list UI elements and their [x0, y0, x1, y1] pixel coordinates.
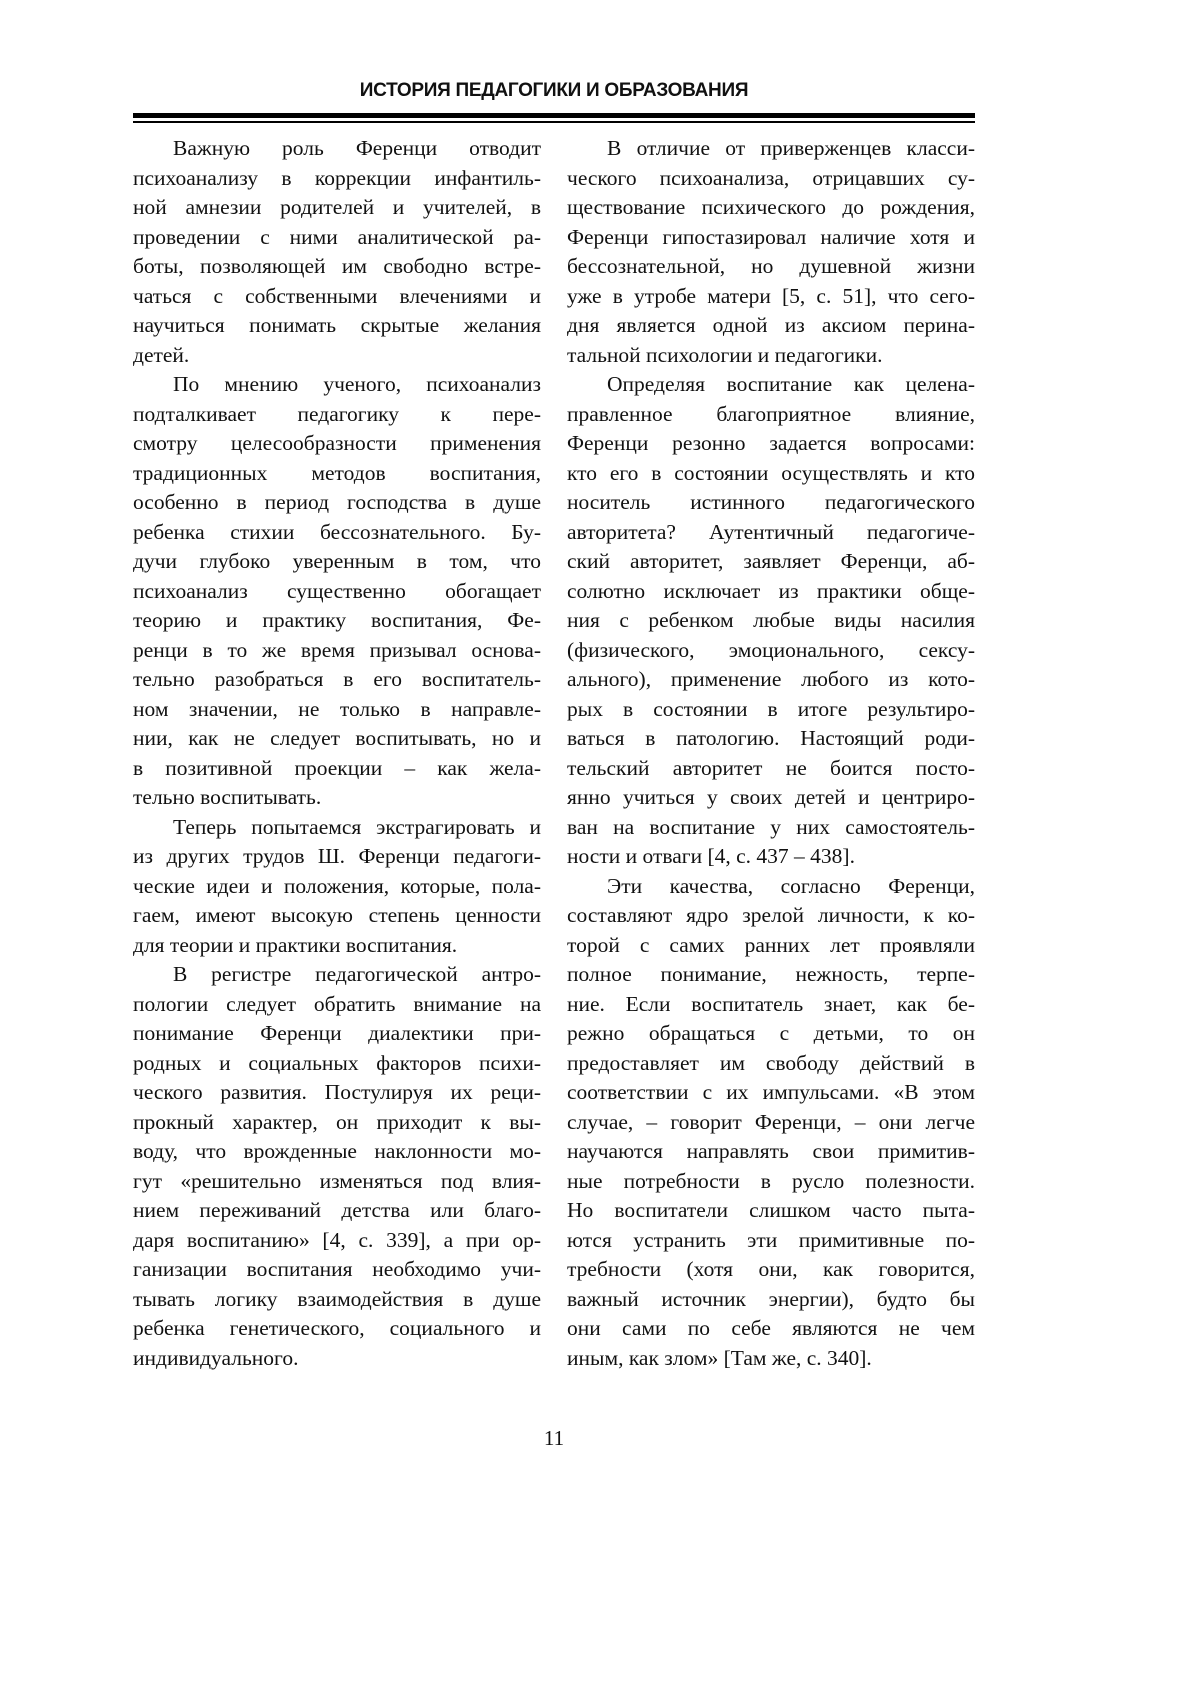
text-line: научиться понимать скрытые желания	[133, 311, 541, 341]
text-line: режно обращаться с детьми, то он	[567, 1019, 975, 1049]
text-line: тельно воспитывать.	[133, 783, 541, 813]
text-line: ществование психического до рождения,	[567, 193, 975, 223]
paragraph	[567, 370, 975, 872]
text-line: Теперь попытаемся экстрагировать и	[133, 813, 541, 843]
text-line: тывать логику взаимодействия в душе	[133, 1285, 541, 1315]
text-line: дучи глубоко уверенным в том, что	[133, 547, 541, 577]
text-line: традиционных методов воспитания,	[133, 459, 541, 489]
text-line: тельно разобраться в его воспитатель-	[133, 665, 541, 695]
text-line: торой с самих ранних лет проявляли	[567, 931, 975, 961]
text-line: В регистре педагогической антро-	[133, 960, 541, 990]
text-line: они сами по себе являются не чем	[567, 1314, 975, 1344]
text-line: детей.	[133, 341, 541, 371]
text-line: понимание Ференци диалектики при-	[133, 1019, 541, 1049]
text-line: бессознательной, но душевной жизни	[567, 252, 975, 282]
text-line: Определяя воспитание как целена-	[567, 370, 975, 400]
text-line: проведении с ними аналитической ра-	[133, 223, 541, 253]
text-line: солютно исключает из практики обще-	[567, 577, 975, 607]
header-rule-thin	[133, 121, 975, 123]
left-column	[133, 134, 541, 1373]
text-line: носитель истинного педагогического	[567, 488, 975, 518]
text-line: ном значении, не только в направле-	[133, 695, 541, 725]
paragraph	[567, 134, 975, 370]
text-line: ван на воспитание у них самостоятель-	[567, 813, 975, 843]
text-line: ренци в то же время призывал основа-	[133, 636, 541, 666]
text-line: ние. Если воспитатель знает, как бе-	[567, 990, 975, 1020]
text-line: иным, как злом» [Там же, с. 340].	[567, 1344, 975, 1374]
paragraph	[133, 813, 541, 961]
text-line: ной амнезии родителей и учителей, в	[133, 193, 541, 223]
text-line: пологии следует обратить внимание на	[133, 990, 541, 1020]
text-line: В отличие от приверженцев класси-	[567, 134, 975, 164]
text-line: из других трудов Ш. Ференци педагоги-	[133, 842, 541, 872]
text-line: воду, что врожденные наклонности мо-	[133, 1137, 541, 1167]
text-line: ческого развития. Постулируя их реци-	[133, 1078, 541, 1108]
paragraph	[567, 872, 975, 1374]
text-line: Ференци гипостазировал наличие хотя и	[567, 223, 975, 253]
header-rule-thick	[133, 113, 975, 118]
text-line: гут «решительно изменяться под влия-	[133, 1167, 541, 1197]
text-line: полное понимание, нежность, терпе-	[567, 960, 975, 990]
text-line: ческие идеи и положения, которые, пола-	[133, 872, 541, 902]
text-line: чаться с собственными влечениями и	[133, 282, 541, 312]
text-line: прокный характер, он приходит к вы-	[133, 1108, 541, 1138]
text-line: в позитивной проекции – как жела-	[133, 754, 541, 784]
text-line: Но воспитатели слишком часто пыта-	[567, 1196, 975, 1226]
text-line: кто его в состоянии осуществлять и кто	[567, 459, 975, 489]
text-line: ческого психоанализа, отрицавших су-	[567, 164, 975, 194]
text-line: янно учиться у своих детей и центриро-	[567, 783, 975, 813]
text-line: для теории и практики воспитания.	[133, 931, 541, 961]
text-line: подталкивает педагогику к пере-	[133, 400, 541, 430]
text-line: ребенка стихии бессознательного. Бу-	[133, 518, 541, 548]
text-line: ваться в патологию. Настоящий роди-	[567, 724, 975, 754]
paragraph	[133, 960, 541, 1373]
text-line: особенно в период господства в душе	[133, 488, 541, 518]
text-line: ются устранить эти примитивные по-	[567, 1226, 975, 1256]
text-line: предоставляет им свободу действий в	[567, 1049, 975, 1079]
text-line: правленное благоприятное влияние,	[567, 400, 975, 430]
paragraph	[133, 370, 541, 813]
text-line: даря воспитанию» [4, с. 339], а при ор-	[133, 1226, 541, 1256]
right-column	[567, 134, 975, 1373]
text-line: (физического, эмоционального, сексу-	[567, 636, 975, 666]
text-line: составляют ядро зрелой личности, к ко-	[567, 901, 975, 931]
page-number: 11	[0, 1426, 1108, 1451]
text-line: индивидуального.	[133, 1344, 541, 1374]
text-line: уже в утробе матери [5, с. 51], что сего-	[567, 282, 975, 312]
text-line: важный источник энергии), будто бы	[567, 1285, 975, 1315]
text-line: ные потребности в русло полезности.	[567, 1167, 975, 1197]
text-line: ального), применение любого из кото-	[567, 665, 975, 695]
text-line: рых в состоянии в итоге результиро-	[567, 695, 975, 725]
text-line: смотру целесообразности применения	[133, 429, 541, 459]
text-line: ганизации воспитания необходимо учи-	[133, 1255, 541, 1285]
text-line: нии, как не следует воспитывать, но и	[133, 724, 541, 754]
paragraph	[133, 134, 541, 370]
text-line: случае, – говорит Ференци, – они легче	[567, 1108, 975, 1138]
text-line: ности и отваги [4, с. 437 – 438].	[567, 842, 975, 872]
text-line: соответствии с их импульсами. «В этом	[567, 1078, 975, 1108]
running-header: ИСТОРИЯ ПЕДАГОГИКИ И ОБРАЗОВАНИЯ	[133, 80, 975, 102]
text-line: требности (хотя они, как говорится,	[567, 1255, 975, 1285]
text-line: нием переживаний детства или благо-	[133, 1196, 541, 1226]
text-line: дня является одной из аксиом перина-	[567, 311, 975, 341]
text-line: ребенка генетического, социального и	[133, 1314, 541, 1344]
text-line: тельский авторитет не боится посто-	[567, 754, 975, 784]
text-line: научаются направлять свои примитив-	[567, 1137, 975, 1167]
text-line: Ференци резонно задается вопросами:	[567, 429, 975, 459]
text-line: гаем, имеют высокую степень ценности	[133, 901, 541, 931]
text-line: авторитета? Аутентичный педагогиче-	[567, 518, 975, 548]
text-line: По мнению ученого, психоанализ	[133, 370, 541, 400]
text-line: тальной психологии и педагогики.	[567, 341, 975, 371]
text-line: психоанализ существенно обогащает	[133, 577, 541, 607]
text-line: родных и социальных факторов психи-	[133, 1049, 541, 1079]
text-line: ский авторитет, заявляет Ференци, аб-	[567, 547, 975, 577]
text-line: теорию и практику воспитания, Фе-	[133, 606, 541, 636]
text-line: боты, позволяющей им свободно встре-	[133, 252, 541, 282]
text-line: психоанализу в коррекции инфантиль-	[133, 164, 541, 194]
text-line: ния с ребенком любые виды насилия	[567, 606, 975, 636]
text-line: Важную роль Ференци отводит	[133, 134, 541, 164]
text-line: Эти качества, согласно Ференци,	[567, 872, 975, 902]
